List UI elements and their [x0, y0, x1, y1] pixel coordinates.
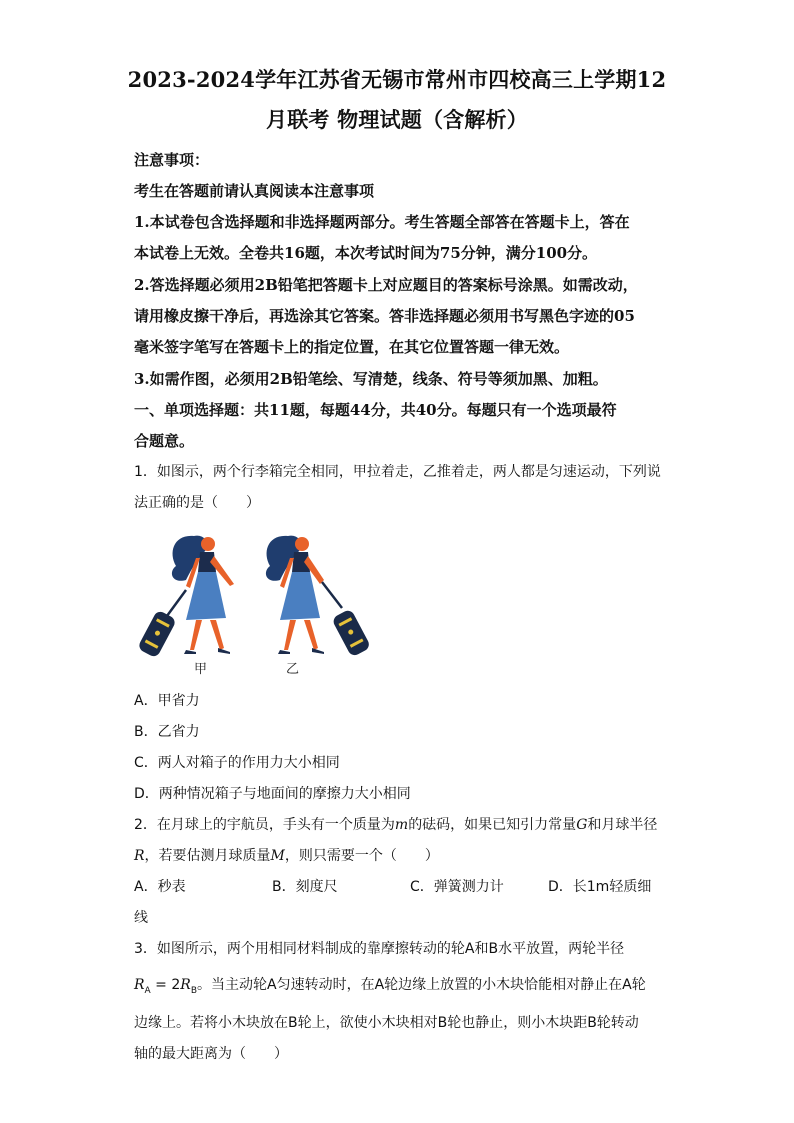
q3-stem-cont3: 轴的最大距离为（ ） [134, 1046, 288, 1062]
suitcase-walkers-illustration [134, 528, 374, 678]
q2-stem-part: 2．在月球上的宇航员，手头有一个质量为 [134, 817, 395, 833]
figure-label-jia: 甲 [194, 662, 208, 677]
notice-line: 本试卷上无效。全卷共16题，本次考试时间为75分钟，满分100分。 [134, 244, 598, 262]
q2-stem-part: ，若要估测月球质量 [144, 848, 271, 864]
section-heading-cont: 合题意。 [134, 432, 195, 450]
sub-B: B [190, 985, 197, 996]
q2-option-d: D．长1m轻质细 [548, 879, 652, 895]
exam-title-line2: 月联考 物理试题（含解析） [266, 107, 528, 132]
q2-option-b: B．刻度尺 [272, 879, 338, 895]
notice-line: 毫米签字笔写在答题卡上的指定位置，在其它位置答题一律无效。 [134, 338, 570, 356]
notice-intro: 考生在答题前请认真阅读本注意事项 [134, 182, 375, 200]
q1-figure [134, 528, 374, 678]
q1-option-d: D．两种情况箱子与地面间的摩擦力大小相同 [134, 786, 411, 802]
var-RA: R [134, 977, 145, 993]
q2-stem-cont [134, 846, 674, 866]
var-m: m [394, 817, 409, 833]
q2-stem-part: ，则只需要一个（ ） [284, 848, 439, 864]
notice-line: 1.本试卷包含选择题和非选择题两部分。考生答题全部答在答题卡上，答在 [134, 213, 630, 231]
var-M: M [270, 848, 285, 864]
exam-title-line1: 2023-2024学年江苏省无锡市常州市四校高三上学期12 [127, 67, 667, 92]
q3-stem-cont [134, 975, 674, 1001]
q3-stem-part: 。当主动轮A匀速转动时，在A轮边缘上放置的小木块恰能相对静止在A轮 [197, 977, 646, 993]
figure-label-yi: 乙 [286, 662, 300, 677]
q2-option-d-wrap: 线 [134, 910, 148, 926]
q2-stem [134, 815, 674, 835]
q1-stem-cont: 法正确的是（ ） [134, 495, 260, 511]
person-yi [266, 536, 371, 658]
var-G: G [576, 817, 588, 833]
q2-option-c: C．弹簧测力计 [410, 879, 504, 895]
q3-stem: 3．如图所示，两个用相同材料制成的靠摩擦转动的轮A和B水平放置，两轮半径 [134, 941, 625, 957]
q1-option-b: B．乙省力 [134, 724, 200, 740]
q1-stem: 1．如图示，两个行李箱完全相同，甲拉着走，乙推着走，两人都是匀速运动，下列说 [134, 464, 661, 480]
formula-eq: = 2 [150, 977, 181, 993]
person-jia [137, 536, 234, 659]
q3-stem-cont2: 边缘上。若将小木块放在B轮上，欲使小木块相对B轮也静止，则小木块距B轮转动 [134, 1015, 639, 1031]
var-R: R [134, 848, 145, 864]
notice-line: 2.答选择题必须用2B铅笔把答题卡上对应题目的答案标号涂黑。如需改动， [134, 276, 638, 294]
q2-option-a: A．秒表 [134, 879, 186, 895]
section-heading: 一、单项选择题：共11题，每题44分，共40分。每题只有一个选项最符 [134, 401, 617, 419]
notice-line: 请用橡皮擦干净后，再选涂其它答案。答非选择题必须用书写黑色字迹的05 [134, 307, 635, 325]
q3-formula [134, 977, 197, 996]
notice-heading: 注意事项： [134, 151, 210, 169]
q1-option-a: A．甲省力 [134, 693, 200, 709]
var-RB: R [180, 977, 191, 993]
q2-stem-part: 的砝码，如果已知引力常量 [408, 817, 577, 833]
q1-option-c: C．两人对箱子的作用力大小相同 [134, 755, 340, 771]
q2-stem-part: 和月球半径 [587, 817, 658, 833]
sub-A: A [144, 985, 151, 996]
notice-line: 3.如需作图，必须用2B铅笔绘、写清楚，线条、符号等须加黑、加粗。 [134, 370, 608, 388]
